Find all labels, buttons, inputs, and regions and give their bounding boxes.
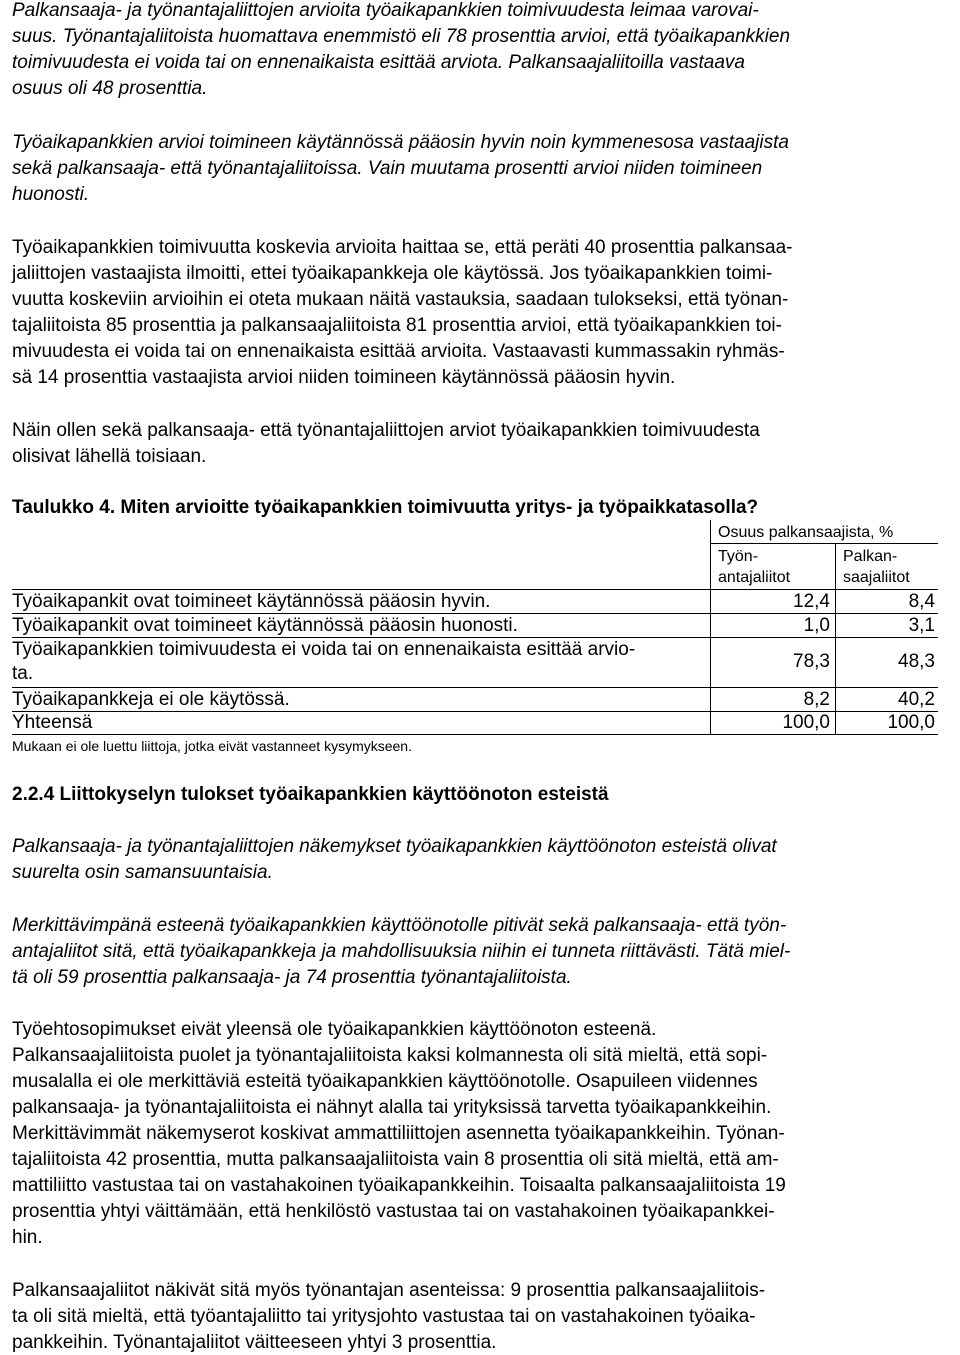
text-line: suurelta osin samansuuntaisia. (12, 862, 273, 883)
table-note: Mukaan ei ole luettu liittoja, jotka eivät vastanneet kysymykseen. (12, 738, 412, 754)
text-line: sekä palkansaaja- että työnantajaliitoissa. Vain muutama prosentti arvioi niiden toimineen (12, 158, 763, 179)
row-label: Työaikapankkeja ei ole käytössä. (12, 689, 290, 710)
row-label: Työaikapankit ovat toimineet käytännössä pääosin huonosti. (12, 615, 518, 636)
row-label: ta. (12, 663, 34, 684)
text-line: tajaliitoista 85 prosenttia ja palkansaajaliitoista 81 prosenttia arvioi, että työaikapankkien toi- (12, 315, 782, 336)
cell-employer: 78,3 (793, 651, 830, 672)
row-label: Työaikapankkien toimivuudesta ei voida tai on ennenaikaista esittää arvio- (12, 639, 636, 660)
text-line: hin. (12, 1227, 43, 1248)
text-line: sä 14 prosenttia vastaajista arvioi niiden toimineen käytännössä pääosin hyvin. (12, 367, 676, 388)
cell-employee: 3,1 (908, 615, 935, 636)
text-line: Merkittävimpänä esteenä työaikapankkien käyttöönotolle pitivät sekä palkansaaja- että työn- (12, 915, 787, 936)
row-label: Työaikapankit ovat toimineet käytännössä pääosin hyvin. (12, 591, 491, 612)
text-line: Palkansaaja- ja työnantajaliittojen näkemykset työaikapankkien käyttöönoton esteistä olivat (12, 836, 777, 857)
text-line: toimivuudesta ei voida tai on ennenaikaista esittää arviota. Palkansaajaliitoilla vastaava (12, 52, 745, 73)
text-line: palkansaaja- ja työnantajaliitoista ei nähnyt alalla tai yrityksissä tarvetta työaikapankkeihin. (12, 1097, 772, 1118)
text-line: prosenttia yhtyi väittämään, että henkilöstö vastustaa tai on vastahakoinen työaikapankkei- (12, 1201, 775, 1222)
text-line: Työehtosopimukset eivät yleensä ole työaikapankkien käyttöönoton esteenä. (12, 1019, 657, 1040)
col-header-employee: Palkan- (843, 548, 898, 565)
text-line: Työaikapankkien arvioi toimineen käytännössä pääosin hyvin noin kymmenesosa vastaajista (12, 132, 789, 153)
cell-employee: 48,3 (898, 651, 935, 672)
text-line: musalalla ei ole merkittäviä esteitä työaikapankkien käyttöönotolle. Osapuileen viidennes (12, 1071, 758, 1092)
text-line: Merkittävimmät näkemyserot koskivat ammattiliittojen asennetta työaikapankkeihin. Työnan- (12, 1123, 785, 1144)
cell-employer: 12,4 (793, 591, 830, 612)
text-line: suus. Työnantajaliitoista huomattava enemmistö eli 78 prosenttia arvioi, että työaikapankkien (12, 26, 791, 47)
section-heading: 2.2.4 Liittokyselyn tulokset työaikapankkien käyttöönoton esteistä (12, 784, 609, 805)
text-line: olisivat lähellä toisiaan. (12, 446, 207, 467)
text-line: antajaliitot sitä, että työaikapankkeja ja mahdollisuuksia niihin ei tunneta riittävästi. Tätä miel- (12, 941, 791, 962)
col-header-employer: antajaliitot (718, 569, 791, 586)
cell-employer: 100,0 (782, 712, 830, 733)
text-line: Työaikapankkien toimivuutta koskevia arvioita haittaa se, että peräti 40 prosenttia palkansaa- (12, 237, 793, 258)
col-header-employer: Työn- (718, 548, 759, 565)
text-line: Palkansaajaliitoista puolet ja työnantajaliitoista kaksi kolmannesta oli sitä mieltä, että sopi- (12, 1045, 768, 1066)
text-line: mattiliitto vastustaa tai on vastahakoinen työaikapankkeihin. Toisaalta palkansaajaliitoista 19 (12, 1175, 786, 1196)
col-header-employee: saajaliitot (843, 569, 910, 586)
cell-employer: 8,2 (803, 689, 830, 710)
row-label: Yhteensä (12, 712, 93, 733)
text-line: huonosti. (12, 184, 90, 205)
cell-employer: 1,0 (803, 615, 830, 636)
text-line: osuus oli 48 prosenttia. (12, 78, 208, 99)
text-line: tajaliitoista 42 prosenttia, mutta palkansaajaliitoista vain 8 prosenttia oli sitä mieltä, että am- (12, 1149, 779, 1170)
text-line: tä oli 59 prosenttia palkansaaja- ja 74 prosenttia työnantajaliitoista. (12, 967, 572, 988)
text-line: Palkansaajaliitot näkivät sitä myös työnantajan asenteissa: 9 prosenttia palkansaajaliitois- (12, 1280, 766, 1301)
cell-employee: 8,4 (908, 591, 935, 612)
cell-employee: 100,0 (887, 712, 935, 733)
text-line: ta oli sitä mieltä, että työantajaliitto tai yritysjohto vastustaa tai on vastahakoinen työaika- (12, 1306, 756, 1327)
text-line: vuutta koskeviin arvioihin ei oteta mukaan näitä vastauksia, saadaan tulokseksi, että työnan- (12, 289, 789, 310)
text-line: Palkansaaja- ja työnantajaliittojen arvioita työaikapankkien toimivuudesta leimaa varovai- (12, 0, 759, 21)
cell-employee: 40,2 (898, 689, 935, 710)
text-line: pankkeihin. Työnantajaliitot väitteeseen yhtyi 3 prosenttia. (12, 1332, 497, 1353)
text-line: Näin ollen sekä palkansaaja- että työnantajaliittojen arviot työaikapankkien toimivuudesta (12, 420, 760, 441)
text-line: mivuudesta ei voida tai on ennenaikaista esittää arvioita. Vastaavasti kummassakin ryhmäs- (12, 341, 785, 362)
text-line: jaliittojen vastaajista ilmoitti, ettei työaikapankkeja ole käytössä. Jos työaikapankkien toimi- (12, 263, 773, 284)
group-header: Osuus palkansaajista, % (718, 524, 894, 541)
table-caption: Taulukko 4. Miten arvioitte työaikapankkien toimivuutta yritys- ja työpaikkatasolla? (12, 497, 759, 518)
